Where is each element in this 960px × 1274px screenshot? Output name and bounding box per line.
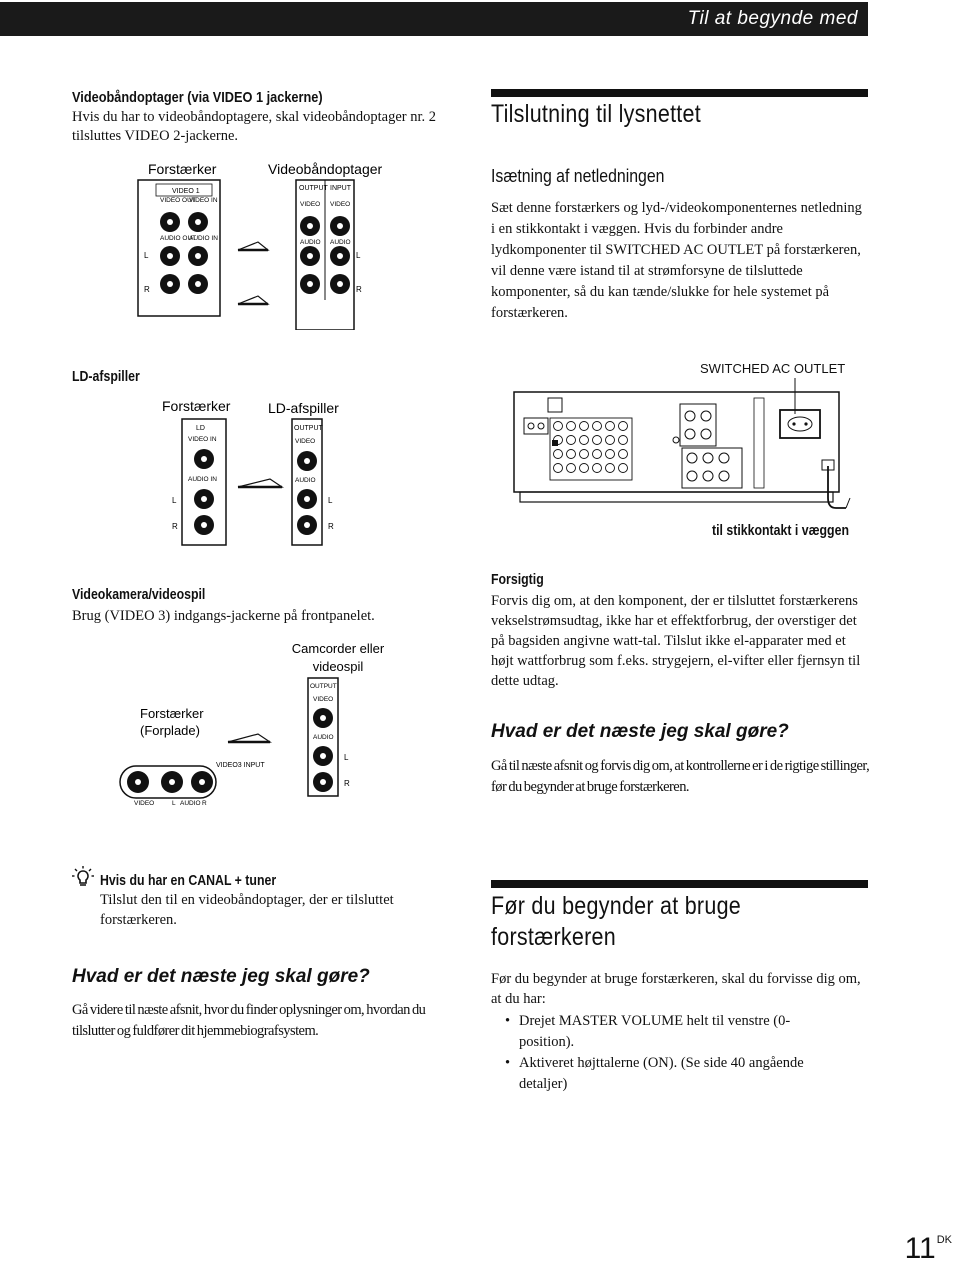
front-video: VIDEO — [134, 800, 155, 807]
power-title: Tilslutning til lysnettet — [491, 100, 701, 128]
ld-output: OUTPUT — [294, 425, 323, 432]
rear-jack — [580, 422, 589, 431]
rear-jack — [580, 450, 589, 459]
next-left-heading: Hvad er det næste jeg skal gøre? — [72, 966, 370, 987]
vcr-heading: Videobåndoptager (via VIDEO 1 jackerne) — [72, 89, 323, 106]
ld-audio: AUDIO — [295, 477, 316, 484]
rear-jack — [619, 436, 628, 445]
vcr-audio-in: AUDIO IN — [189, 235, 218, 242]
front-l: L — [172, 800, 176, 807]
ac-outlet — [780, 410, 820, 438]
front-audio: AUDIO — [180, 800, 201, 807]
vcr-video1: VIDEO 1 — [172, 188, 200, 195]
before-item: • Drejet MASTER VOLUME helt til venstre (0-position). — [491, 1011, 841, 1053]
before-rule — [491, 880, 868, 888]
ld-heading: LD-afspiller — [72, 369, 140, 385]
vcr-video-in: VIDEO IN — [189, 197, 218, 204]
rear-jack — [619, 464, 628, 473]
ld-diagram — [160, 395, 360, 550]
rear-jack — [593, 450, 602, 459]
ld-amp-l: L — [172, 496, 177, 505]
rear-jack — [606, 464, 615, 473]
ld-amp-label: Forstærker — [162, 398, 231, 414]
vcr-in-video: VIDEO — [330, 201, 351, 208]
rear-jack — [606, 450, 615, 459]
page-number-value: 11 — [904, 1232, 936, 1265]
rear-jack — [554, 422, 563, 431]
vcr-video-out: VIDEO OUT — [160, 197, 196, 204]
caution-body: Forvis dig om, at den komponent, der er tilsluttet forstærkerens vekselstrømsudtag, ikke har et effektforbrug, der overstiger det på bagsiden angivne watt-tal. Tilslut ikke el-apparater med et højt wattforbrug som f.eks. strygejern, el-vifter eller fjernsyn til dette udtag. — [491, 593, 861, 689]
rear-jack — [580, 436, 589, 445]
caution-heading: Forsigtig — [491, 572, 544, 588]
front-r: R — [202, 800, 207, 807]
rear-panel-diagram — [510, 378, 860, 518]
cam-label-1: Camcorder eller — [291, 641, 385, 656]
before-title-wrap — [491, 891, 868, 953]
vcr-amp-label: Forstærker — [148, 161, 217, 177]
vcr-input: INPUT — [330, 185, 351, 192]
cam-l: L — [344, 753, 349, 762]
rear-jack — [606, 422, 615, 431]
ld-ld-label: LD-afspiller — [268, 400, 339, 416]
header-bar — [0, 2, 868, 36]
rear-jack — [593, 422, 602, 431]
ld-video: VIDEO — [295, 438, 316, 445]
cam-video: VIDEO — [313, 696, 334, 703]
lightbulb-icon — [72, 866, 94, 888]
amp-front-label-1: Forstærker — [140, 706, 204, 721]
cam-output: OUTPUT — [310, 683, 337, 690]
power-rule — [491, 89, 868, 97]
vcr-amp-r: R — [144, 285, 150, 294]
cam-heading: Videokamera/videospil — [72, 587, 206, 603]
rear-jack — [567, 450, 576, 459]
amp-front-label-2: (Forplade) — [140, 723, 200, 738]
rear-jack — [593, 464, 602, 473]
ld-video-in: VIDEO IN — [188, 436, 217, 443]
page-number — [905, 1232, 952, 1266]
rear-jack — [554, 450, 563, 459]
rear-jack — [619, 450, 628, 459]
rear-jack — [580, 464, 589, 473]
vcr-body: Hvis du har to videobåndoptagere, skal videobåndoptager nr. 2 tilsluttes VIDEO 2-jackerne. — [72, 109, 437, 144]
vcr-out-audio: AUDIO — [300, 239, 321, 246]
tip-body: Tilslut den til en videobåndoptager, der er tilsluttet forstærkeren. — [100, 892, 394, 928]
vcr-output: OUTPUT — [299, 185, 328, 192]
next-right-body: Gå til næste afsnit og forvis dig om, at kontrollerne er i de rigtige stillinger, før du begynder at bruge forstærkeren. — [491, 758, 870, 795]
ld-ld: LD — [196, 425, 205, 432]
video3-input-label: VIDEO3 INPUT — [216, 762, 265, 769]
next-right-heading: Hvad er det næste jeg skal gøre? — [491, 721, 789, 742]
next-left-body: Gå videre til næste afsnit, hvor du finder oplysninger om, hvordan du tilslutter og fuldfører dit hjemmebiografsystem. — [72, 1002, 426, 1039]
cam-r: R — [344, 779, 350, 788]
before-title: Før du begynder at bruge forstærkeren — [491, 892, 742, 951]
vcr-l: L — [356, 251, 361, 260]
vcr-diagram — [120, 150, 400, 330]
before-intro: Før du begynder at bruge forstærkeren, skal du forvisse dig om, at du har: — [491, 971, 861, 1007]
rear-jack — [593, 436, 602, 445]
cam-audio: AUDIO — [313, 734, 334, 741]
vcr-in-audio: AUDIO — [330, 239, 351, 246]
vcr-vcr-label: Videobåndoptager — [268, 161, 383, 177]
vcr-amp-l: L — [144, 251, 149, 260]
tip-heading: Hvis du har en CANAL + tuner — [100, 873, 277, 889]
before-item: • Aktiveret højttalerne (ON). (Se side 40 angående detaljer) — [491, 1053, 841, 1095]
header-title: Til at begynde med — [687, 8, 858, 29]
page-number-suffix: DK — [936, 1234, 952, 1246]
rear-jack — [567, 436, 576, 445]
vcr-audio-out: AUDIO OUT — [160, 235, 197, 242]
power-body: Sæt denne forstærkers og lyd-/videokomponenternes netledning i en stikkontakt i væggen. Hvis du forbinder andre lydkomponenter til SWITCHED AC OUTLET på forstærkeren, vil denne være istand til at strømforsyne de tilsluttede komponenter, så du kan tænde/slukke for hele systemet på forstærkeren. — [491, 200, 862, 321]
rear-jack — [606, 436, 615, 445]
rear-jack — [619, 422, 628, 431]
ld-audio-in: AUDIO IN — [188, 476, 217, 483]
rear-jack — [554, 464, 563, 473]
before-list — [491, 1011, 841, 1095]
cam-label-2: videospil — [312, 659, 364, 674]
cam-diagram — [110, 638, 400, 818]
vcr-r: R — [356, 285, 362, 294]
cam-body: Brug (VIDEO 3) indgangs-jackerne på frontpanelet. — [72, 608, 375, 624]
ld-l: L — [328, 496, 333, 505]
ld-amp-r: R — [172, 522, 178, 531]
vcr-out-video: VIDEO — [300, 201, 321, 208]
ld-r: R — [328, 522, 334, 531]
rear-jack — [567, 464, 576, 473]
wall-label: til stikkontakt i væggen — [712, 523, 849, 539]
power-subheading: Isætning af netledningen — [491, 166, 665, 186]
outlet-label: SWITCHED AC OUTLET — [700, 361, 846, 376]
rear-jack — [567, 422, 576, 431]
